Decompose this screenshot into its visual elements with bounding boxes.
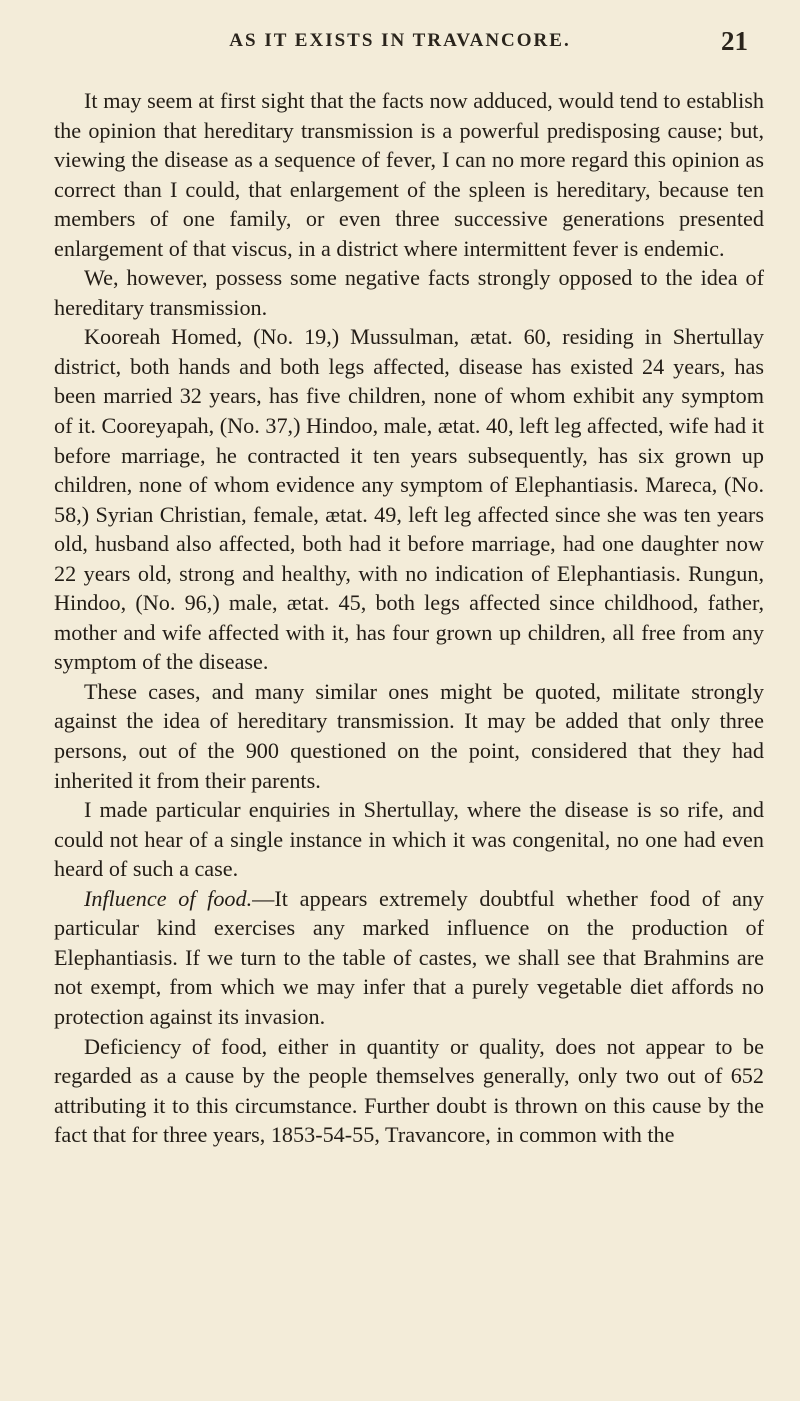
paragraph-influence-of-food <box>54 884 764 1032</box>
section-heading-influence-of-food: Influence of food. <box>84 885 253 911</box>
paragraph-influence-of-food-text: —It appears extremely doubtful whether food of any particular kind exercises any marked influence on the production of Elephantiasis. If we turn to the table of castes, we shall see that Brahmins are not exempt, from which we may infer that a purely vegetable diet affords no protection against its invasion. <box>54 885 764 1029</box>
page-header <box>0 26 800 66</box>
paragraph-deficiency-of-food: Deficiency of food, either in quantity or quality, does not appear to be regarded as a cause by the people themselves generally, only two out of 652 attributing it to this circumstance. Further doubt is thrown on this cause by the fact that for three years, 1853-54-55, Travancore, in common with the <box>54 1033 764 1148</box>
body-text <box>54 86 764 1150</box>
paragraph-shertullay-enquiries: I made particular enquiries in Shertullay, where the disease is so rife, and could not hear of a single instance in which it was congenital, no one had even heard of such a case. <box>54 797 764 882</box>
running-head: AS IT EXISTS IN TRAVANCORE. <box>229 30 571 51</box>
page-number: 21 <box>721 26 748 56</box>
paragraph-case-reports: Kooreah Homed, (No. 19,) Mussulman, ætat. 60, residing in Shertullay district, both hands and both legs affected, disease has existed 24 years, has been married 32 years, has five children, none of whom exhibit any symptom of it. Cooreyapah, (No. 37,) Hindoo, male, ætat. 40, left leg affected, wife had it before marriage, he contracted it ten years subsequently, has six grown up children, none of whom evidence any symptom of Elephantiasis. Mareca, (No. 58,) Syrian Christian, female, ætat. 49, left leg affected since she was ten years old, husband also affected, both had it before marriage, had one daughter now 22 years old, strong and healthy, with no indication of Elephantiasis. Rungun, Hindoo, (No. 96,) male, ætat. 45, both legs affected since childhood, father, mother and wife affected with it, has four grown up children, all free from any symptom of the disease. <box>54 324 764 675</box>
paragraph-negative-facts: We, however, possess some negative facts strongly opposed to the idea of hereditary transmission. <box>54 265 764 320</box>
paragraph-hereditary-opinion: It may seem at first sight that the facts now adduced, would tend to establish the opinion that hereditary transmission is a powerful predisposing cause; but, viewing the disease as a sequence of fever, I can no more regard this opinion as correct than I could, that enlargement of the spleen is hereditary, because ten members of one family, or even three successive generations presented enlargement of that viscus, in a district where intermittent fever is endemic. <box>54 88 764 261</box>
paragraph-similar-cases: These cases, and many similar ones might be quoted, militate strongly against the idea of hereditary transmission. It may be added that only three persons, out of the 900 questioned on the point, considered that they had inherited it from their parents. <box>54 678 764 793</box>
